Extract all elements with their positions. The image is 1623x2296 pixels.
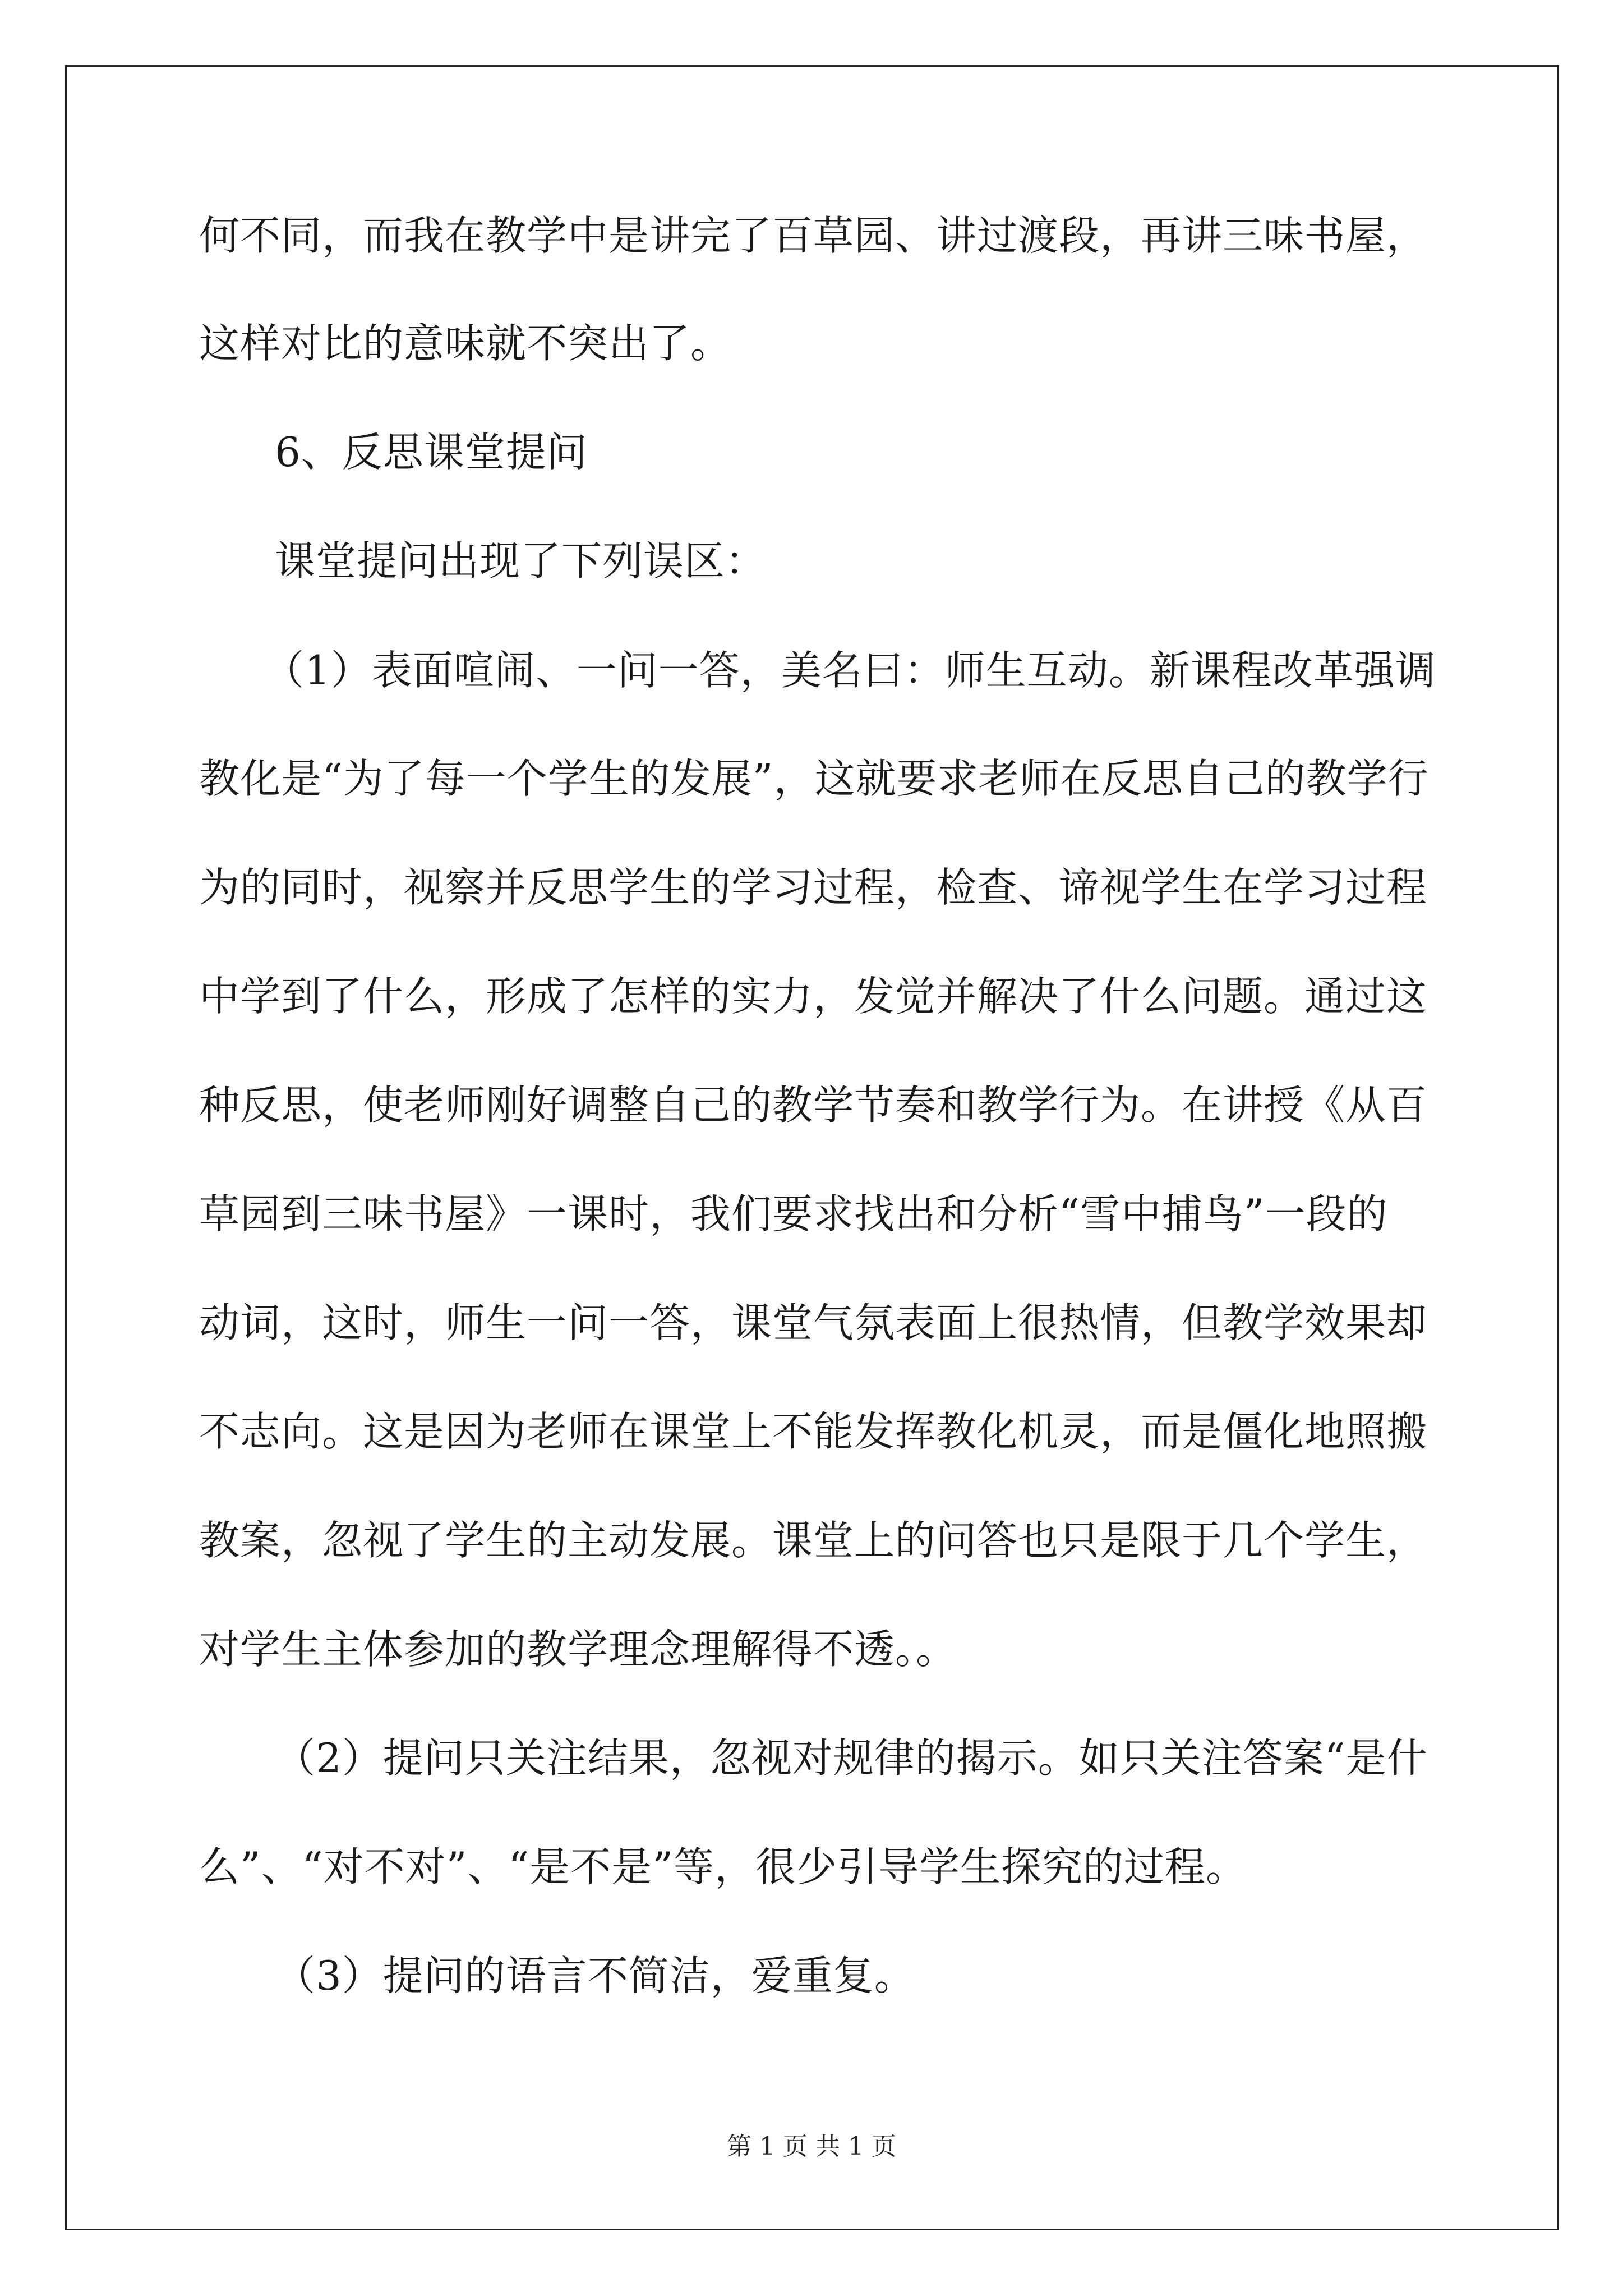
text-line: 中学到了什么，形成了怎样的实力，发觉并解决了什么问题。通过这 <box>199 973 1428 1020</box>
text-line: （3）提问的语言不简洁，爱重复。 <box>275 1952 915 1999</box>
text-line: 草园到三味书屋》一课时，我们要求找出和分析“雪中捕鸟”一段的 <box>199 1190 1388 1237</box>
text-line: 教化是“为了每一个学生的发展”，这就要求老师在反思自己的教学行 <box>199 755 1429 802</box>
text-line: 这样对比的意味就不突出了。 <box>199 320 732 367</box>
text-line: 为的同时，视察并反思学生的学习过程，检查、谛视学生在学习过程 <box>199 864 1428 911</box>
text-line: 课堂提问出现了下列误区： <box>275 537 767 585</box>
section-heading: 6、反思课堂提问 <box>275 429 588 476</box>
text-line: 么”、“对不对”、“是不是”等，很少引导学生探究的过程。 <box>199 1843 1247 1890</box>
text-line: 种反思，使老师刚好调整自己的教学节奏和教学行为。在讲授《从百 <box>199 1082 1428 1129</box>
page-border <box>65 65 1559 2230</box>
text-line: 不志向。这是因为老师在课堂上不能发挥教化机灵，而是僵化地照搬 <box>199 1408 1428 1455</box>
text-line: 对学生主体参加的教学理念理解得不透。。 <box>199 1626 957 1673</box>
text-line: （1）表面喧闹、一问一答，美名曰：师生互动。新课程改革强调 <box>264 647 1436 694</box>
text-line: 教案，忽视了学生的主动发展。课堂上的问答也只是限于几个学生， <box>199 1517 1428 1564</box>
page-footer: 第 1 页 共 1 页 <box>727 2132 896 2161</box>
text-line: （2）提问只关注结果，忽视对规律的揭示。如只关注答案“是什 <box>275 1734 1428 1782</box>
text-line: 动词，这时，师生一问一答，课堂气氛表面上很热情，但教学效果却 <box>199 1299 1428 1346</box>
text-line: 何不同，而我在教学中是讲完了百草园、讲过渡段，再讲三味书屋， <box>199 212 1428 259</box>
